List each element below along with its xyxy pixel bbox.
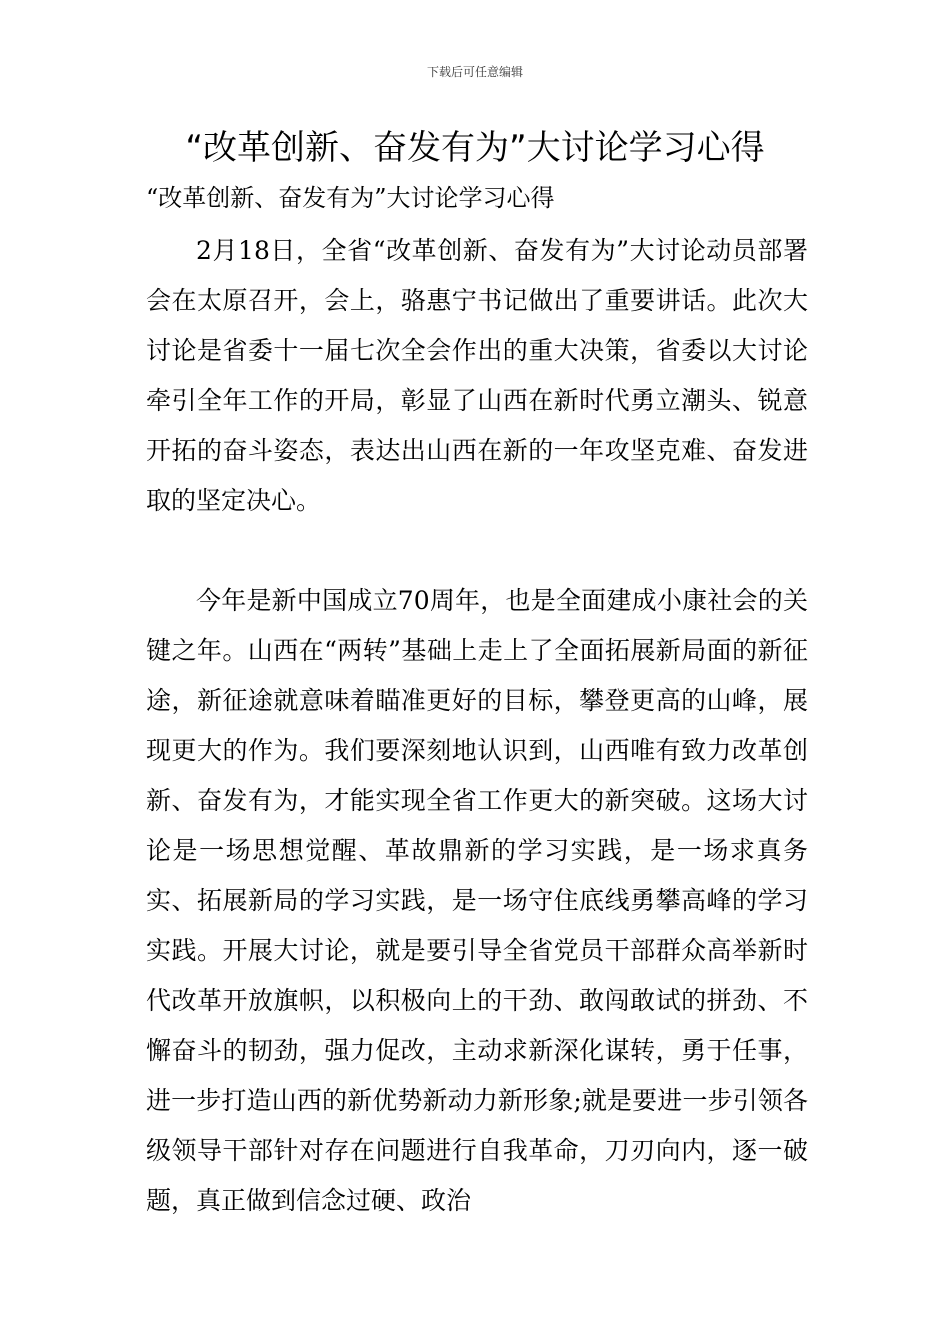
header-note: 下载后可任意编辑 — [426, 65, 523, 79]
document-title: “改革创新、奋发有为”大讨论学习心得 — [185, 128, 765, 168]
document-subtitle: “改革创新、奋发有为”大讨论学习心得 — [146, 184, 555, 212]
paragraph-2: 今年是新中国成立70周年，也是全面建成小康社会的关键之年。山西在“两转”基础上走上了全面拓展新局面的新征途，新征途就意味着瞄准更好的目标，攀登更高的山峰，展现更大的作为。我们要深刻地认识到，山西唯有致力改革创新、奋发有为，才能实现全省工作更大的新突破。这场大讨论是一场思想觉醒、革故鼎新的学习实践，是一场求真务实、拓展新局的学习实践，是一场守住底线勇攀高峰的学习实践。开展大讨论，就是要引导全省党员干部群众高举新时代改革开放旗帜，以积极向上的干劲、敢闯敢试的拼劲、不懈奋斗的韧劲，强力促改，主动求新深化谋转，勇于任事，进一步打造山西的新优势新动力新形象;就是要进一步引领各级领导干部针对存在问题进行自我革命，刀刃向内，逐一破题，真正做到信念过硬、政治 — [146, 586, 808, 1215]
paragraph-1: 2月18日，全省“改革创新、奋发有为”大讨论动员部署会在太原召开，会上，骆惠宁书记做出了重要讲话。此次大讨论是省委十一届七次全会作出的重大决策，省委以大讨论牵引全年工作的开局，彰显了山西在新时代勇立潮头、锐意开拓的奋斗姿态，表达出山西在新的一年攻坚克难、奋发进取的坚定决心。 — [146, 236, 808, 515]
